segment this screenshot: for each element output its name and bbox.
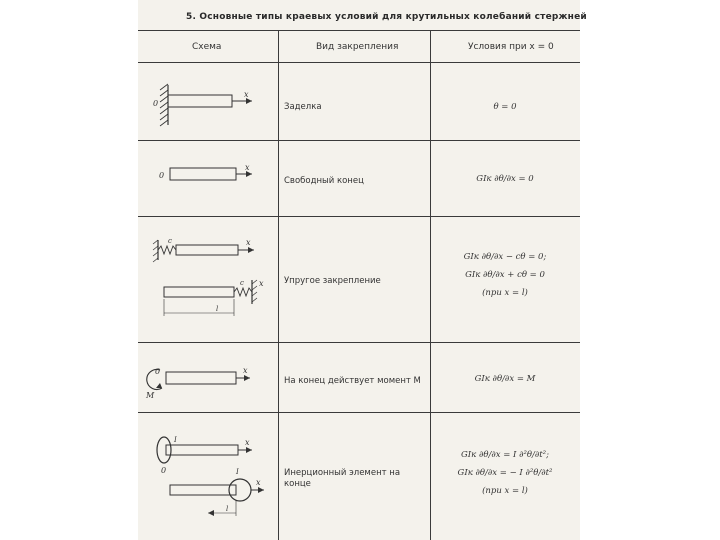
length-label: l: [226, 505, 229, 513]
origin-label: 0: [159, 171, 165, 180]
conditions-3: GIк ∂θ/∂x − cθ = 0; GIк ∂θ/∂x + cθ = 0 (при x = l): [463, 252, 547, 298]
moment-label: M: [146, 391, 155, 400]
scheme-clamped: [150, 80, 270, 130]
spring-label: c: [240, 279, 244, 287]
conditions-1: θ = 0: [493, 102, 517, 112]
page-title: 5. Основные типы краевых условий для крутильных колебаний стержней: [186, 12, 587, 22]
axis-label: x: [244, 90, 249, 99]
fixation-type-5: Инерционный элемент на конце: [284, 468, 401, 489]
header-conditions: Условия при x = 0: [468, 42, 554, 52]
header-fixation-type: Вид закрепления: [316, 42, 399, 52]
conditions-2: GIк ∂θ/∂x = 0: [476, 174, 534, 184]
origin-label: 0: [155, 367, 161, 376]
fixation-type-4: На конец действует момент M: [284, 376, 421, 386]
header-scheme: Схема: [192, 42, 222, 52]
conditions-5: GIк ∂θ/∂x = I ∂²θ/∂t²; GIк ∂θ/∂x = − I ∂²θ/∂t² (при x = l): [457, 450, 553, 496]
row-divider: [138, 412, 580, 413]
spring-label: c: [168, 237, 172, 245]
axis-label: x: [245, 438, 250, 447]
axis-label: x: [259, 279, 264, 288]
conditions-4: GIк ∂θ/∂x = M: [474, 374, 536, 384]
inertia-label: I: [236, 468, 239, 476]
axis-label: x: [246, 238, 251, 247]
axis-label: x: [245, 163, 250, 172]
scheme-free-end: [150, 162, 270, 192]
column-divider: [278, 30, 279, 540]
scheme-moment: [144, 362, 269, 404]
fixation-type-2: Свободный конец: [284, 176, 364, 186]
row-divider: [138, 216, 580, 217]
row-divider: [138, 342, 580, 343]
scheme-inertia: [148, 432, 276, 522]
inertia-label: I: [174, 436, 177, 444]
row-divider: [138, 140, 580, 141]
origin-label: 0: [153, 99, 159, 108]
length-label: l: [216, 305, 219, 313]
axis-label: x: [243, 366, 248, 375]
scheme-elastic: [150, 232, 275, 322]
fixation-type-3: Упругое закрепление: [284, 276, 381, 286]
axis-label: x: [256, 478, 261, 487]
fixation-type-1: Заделка: [284, 102, 322, 112]
table-border-top: [138, 30, 580, 31]
origin-label: 0: [161, 466, 167, 475]
table-header-divider: [138, 62, 580, 63]
